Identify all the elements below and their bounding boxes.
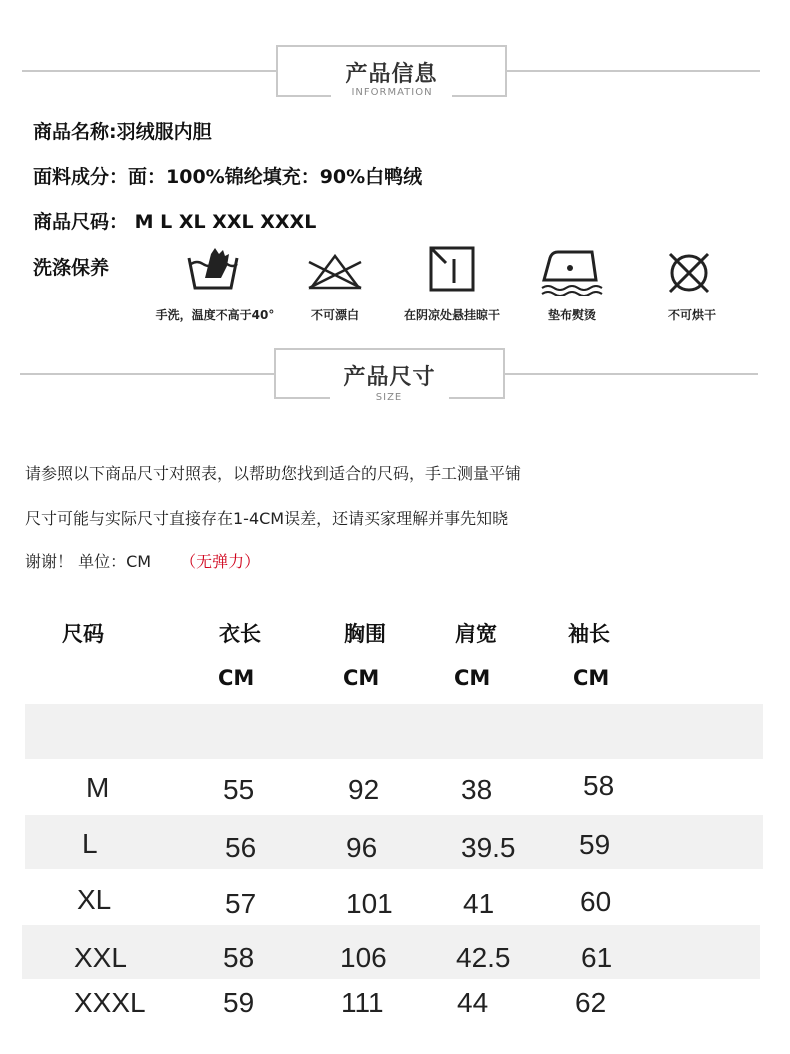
table-cell: 96 bbox=[346, 832, 378, 863]
table-header-shoulder: 肩宽 bbox=[455, 622, 497, 646]
table-cell: 62 bbox=[575, 987, 607, 1018]
section-subtitle: INFORMATION bbox=[343, 87, 440, 98]
table-cell: 55 bbox=[223, 774, 255, 805]
divider bbox=[276, 95, 331, 97]
section-title: 产品信息 bbox=[345, 62, 438, 87]
product-sizes: 商品尺码： M L XL XXL XXXL bbox=[33, 211, 317, 233]
care-label-hand-wash: 手洗，温度不高于40° bbox=[155, 308, 275, 322]
care-label-no-tumble-dry: 不可烘干 bbox=[667, 308, 717, 322]
table-header-size: 尺码 bbox=[62, 622, 104, 646]
table-cell: 44 bbox=[457, 987, 489, 1018]
table-unit: CM bbox=[573, 666, 610, 690]
product-fabric: 面料成分：面：100%锦纶填充：90%白鸭绒 bbox=[33, 166, 423, 188]
unit-note: 谢谢！ 单位：CM bbox=[25, 552, 152, 571]
size-note-line3 bbox=[25, 549, 260, 572]
table-cell: 39.5 bbox=[461, 832, 516, 863]
table-cell: 101 bbox=[346, 888, 393, 919]
table-header-chest: 胸围 bbox=[344, 622, 386, 646]
table-cell: 58 bbox=[223, 942, 255, 973]
table-cell: 106 bbox=[340, 942, 387, 973]
table-cell: 61 bbox=[581, 942, 613, 973]
table-cell: 59 bbox=[223, 987, 255, 1018]
table-header-sleeve: 袖长 bbox=[568, 622, 610, 646]
care-label-line-dry: 在阴凉处悬挂晾干 bbox=[403, 308, 501, 322]
section-subtitle: SIZE bbox=[368, 392, 410, 403]
divider bbox=[22, 70, 278, 72]
divider bbox=[449, 397, 505, 399]
care-heading: 洗涤保养 bbox=[33, 257, 110, 279]
no-tumble-dry-icon bbox=[664, 250, 714, 296]
table-cell: 111 bbox=[341, 987, 384, 1018]
no-elastic-note: （无弹力） bbox=[180, 552, 261, 571]
divider bbox=[20, 373, 276, 375]
table-cell: M bbox=[86, 772, 110, 803]
table-cell: 57 bbox=[225, 888, 257, 919]
table-cell: XL bbox=[77, 884, 112, 915]
table-cell: 56 bbox=[225, 832, 257, 863]
table-row-band bbox=[25, 704, 763, 759]
table-unit: CM bbox=[218, 666, 255, 690]
table-row-band bbox=[22, 925, 760, 979]
table-cell: 41 bbox=[463, 888, 495, 919]
table-cell: L bbox=[82, 828, 98, 859]
size-note-line2: 尺寸可能与实际尺寸直接存在1-4CM误差，还请买家理解并事先知晓 bbox=[25, 509, 509, 528]
table-cell: 92 bbox=[348, 774, 380, 805]
no-bleach-icon bbox=[305, 252, 365, 292]
product-name: 商品名称:羽绒服内胆 bbox=[33, 121, 212, 143]
care-label-iron: 垫布熨烫 bbox=[547, 308, 597, 322]
divider bbox=[503, 373, 758, 375]
table-cell: 58 bbox=[583, 770, 615, 801]
table-row-band bbox=[25, 815, 763, 869]
table-unit: CM bbox=[343, 666, 380, 690]
size-note-line1: 请参照以下商品尺寸对照表，以帮助您找到适合的尺码，手工测量平铺 bbox=[25, 464, 522, 483]
table-cell: 42.5 bbox=[456, 942, 511, 973]
table-cell: XXXL bbox=[74, 987, 146, 1018]
iron-with-cloth-icon bbox=[540, 246, 604, 296]
table-cell: 59 bbox=[579, 829, 611, 860]
table-unit: CM bbox=[454, 666, 491, 690]
hand-wash-icon bbox=[185, 244, 241, 292]
divider bbox=[452, 95, 507, 97]
line-dry-shade-icon bbox=[428, 245, 476, 293]
table-header-length: 衣长 bbox=[219, 622, 261, 646]
table-cell: 38 bbox=[461, 774, 493, 805]
care-label-no-bleach: 不可漂白 bbox=[310, 308, 360, 322]
divider bbox=[505, 70, 760, 72]
divider bbox=[274, 397, 330, 399]
section-title: 产品尺寸 bbox=[343, 365, 436, 390]
table-cell: 60 bbox=[580, 886, 612, 917]
table-cell: XXL bbox=[74, 942, 127, 973]
